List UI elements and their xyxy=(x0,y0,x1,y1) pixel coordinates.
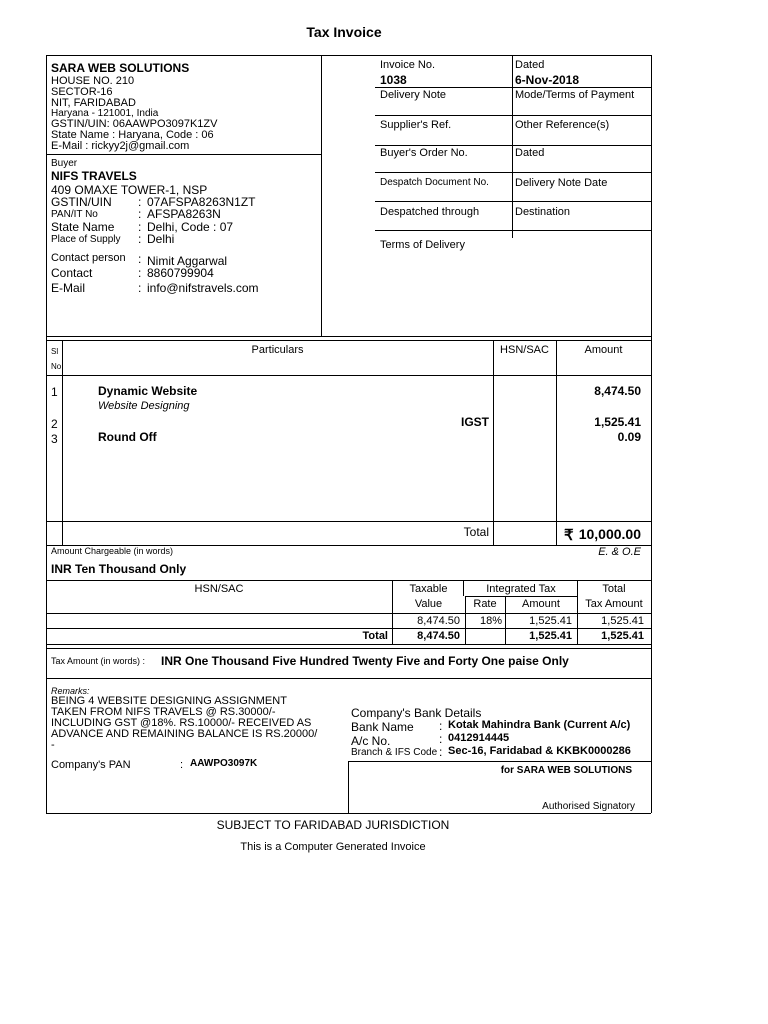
sl-header: Sl xyxy=(51,347,59,356)
tax-integrated-header: Integrated Tax xyxy=(486,583,556,595)
seller-address-line: Haryana - 121001, India xyxy=(51,108,159,119)
tax-row-rate: 18% xyxy=(479,615,502,627)
remarks-line: TAKEN FROM NIFS TRAVELS @ RS.30000/- xyxy=(51,706,276,718)
buyer-row-label: Contact person xyxy=(51,252,126,264)
tax-value-header: Value xyxy=(414,598,443,610)
tax-taxable-header: Taxable xyxy=(409,583,448,595)
buyer-contact: 8860799904 xyxy=(147,266,214,280)
tax-row-total: 1,525.41 xyxy=(601,615,644,627)
buyer-row-label: E-Mail xyxy=(51,281,86,295)
sl-header-no: No. xyxy=(51,362,64,371)
buyer-row-label: Place of Supply xyxy=(51,234,121,245)
currency-symbol: ₹ xyxy=(564,527,574,544)
buyer-gstin: 07AFSPA8263N1ZT xyxy=(147,195,256,209)
buyer-row-label: GSTIN/UIN xyxy=(51,195,112,209)
particulars-header: Particulars xyxy=(251,344,304,356)
tax-total-amount-header: Tax Amount xyxy=(585,598,643,610)
remarks-line: ADVANCE AND REMAINING BALANCE IS RS.20000/ xyxy=(51,728,318,740)
buyer-place: Delhi xyxy=(147,232,175,246)
eoe-label: E. & O.E xyxy=(598,546,641,558)
tax-row-taxable: 8,474.50 xyxy=(417,615,460,627)
seller-state: State Name : Haryana, Code : 06 xyxy=(51,129,214,141)
bank-row-colon: : xyxy=(439,719,443,733)
buyer-row-colon: : xyxy=(138,281,142,295)
tax-total-taxable: 8,474.50 xyxy=(417,630,460,642)
bank-row-colon: : xyxy=(439,732,443,746)
invoice-no: 1038 xyxy=(380,73,407,87)
signatory-for: for SARA WEB SOLUTIONS xyxy=(500,765,632,776)
despatched-through-label: Despatched through xyxy=(380,206,480,218)
buyer-row-label: Contact xyxy=(51,266,93,280)
seller-address-line: HOUSE NO. 210 xyxy=(51,75,135,87)
hsn-header: HSN/SAC xyxy=(500,344,549,356)
suppliers-ref-label: Supplier's Ref. xyxy=(380,119,452,131)
destination-label: Destination xyxy=(515,206,571,218)
bank-row-colon: : xyxy=(439,745,443,759)
item-sl: 3 xyxy=(51,432,58,446)
mode-terms-label: Mode/Terms of Payment xyxy=(515,89,635,101)
amount-header: Amount xyxy=(584,344,623,356)
page-title: Tax Invoice xyxy=(306,24,382,40)
item-sl: 1 xyxy=(51,385,58,399)
remarks-label: Remarks: xyxy=(51,686,90,696)
terms-delivery-label: Terms of Delivery xyxy=(380,239,465,251)
dated-label: Dated xyxy=(515,59,545,71)
buyers-order-label: Buyer's Order No. xyxy=(380,147,468,159)
total-amount: 10,000.00 xyxy=(578,526,641,542)
jurisdiction: SUBJECT TO FARIDABAD JURISDICTION xyxy=(216,818,450,832)
buyer-row-colon: : xyxy=(138,207,142,221)
buyer-pan: AFSPA8263N xyxy=(147,207,221,221)
tax-total-header: Total xyxy=(602,583,626,595)
item-name: Dynamic Website xyxy=(98,384,198,398)
buyer-name: NIFS TRAVELS xyxy=(51,169,137,183)
bank-branch-ifs: Sec-16, Faridabad & KKBK0000286 xyxy=(448,745,631,757)
item-amount: 0.09 xyxy=(617,430,641,444)
buyer-row-label: State Name xyxy=(51,220,115,234)
remarks-line: BEING 4 WEBSITE DESIGNING ASSIGNMENT xyxy=(51,695,287,707)
pan-label: Company's PAN xyxy=(51,759,131,771)
amount-in-words: INR Ten Thousand Only xyxy=(51,562,187,576)
bank-row-label: Bank Name xyxy=(351,720,414,734)
tax-amount-header: Amount xyxy=(522,598,560,610)
item-name: Round Off xyxy=(98,430,157,444)
dated2-label: Dated xyxy=(515,147,545,159)
item-desc: Website Designing xyxy=(98,400,190,412)
despatch-doc-label: Despatch Document No. xyxy=(380,177,489,188)
remarks-line: - xyxy=(51,739,55,751)
bank-row-label: A/c No. xyxy=(351,734,391,748)
tax-total-label: Total xyxy=(362,630,388,642)
tax-rate-header: Rate xyxy=(473,598,497,610)
item-name: IGST xyxy=(460,415,489,429)
buyer-row-colon: : xyxy=(138,220,142,234)
seller-address-line: SECTOR-16 xyxy=(51,86,113,98)
buyer-address: 409 OMAXE TOWER-1, NSP xyxy=(51,183,208,197)
buyer-contact-person: Nimit Aggarwal xyxy=(147,254,228,268)
pan-value: AAWPO3097K xyxy=(190,758,258,769)
seller-name: SARA WEB SOLUTIONS xyxy=(51,61,190,75)
tax-words-label: Tax Amount (in words) : xyxy=(51,656,146,666)
item-sl: 2 xyxy=(51,417,58,431)
tax-amount-in-words: INR One Thousand Five Hundred Twenty Five and Forty One paise Only xyxy=(161,654,569,668)
tax-row-amount: 1,525.41 xyxy=(529,615,572,627)
tax-hsn-header: HSN/SAC xyxy=(194,583,244,595)
computer-generated-note: This is a Computer Generated Invoice xyxy=(240,841,426,853)
buyer-state: Delhi, Code : 07 xyxy=(147,220,234,234)
invoice-no-label: Invoice No. xyxy=(380,59,436,71)
seller-gstin: GSTIN/UIN: 06AAWPO3097K1ZV xyxy=(51,118,218,130)
bank-name: Kotak Mahindra Bank (Current A/c) xyxy=(448,719,631,731)
tax-total-total: 1,525.41 xyxy=(601,630,644,642)
bank-row-label: Branch & IFS Code xyxy=(351,747,438,758)
buyer-label: Buyer xyxy=(51,158,78,169)
buyer-row-colon: : xyxy=(138,252,142,266)
tax-total-amount: 1,525.41 xyxy=(529,630,572,642)
seller-address-line: NIT, FARIDABAD xyxy=(51,97,136,109)
delivery-note-date-label: Delivery Note Date xyxy=(515,177,608,189)
invoice-date: 6-Nov-2018 xyxy=(515,73,580,87)
total-label: Total xyxy=(463,525,489,539)
buyer-row-label: PAN/IT No xyxy=(51,209,98,220)
authorised-signatory: Authorised Signatory xyxy=(542,801,635,812)
pan-colon: : xyxy=(180,759,184,771)
buyer-email: info@nifstravels.com xyxy=(147,281,259,295)
words-label: Amount Chargeable (in words) xyxy=(51,546,174,556)
item-amount: 1,525.41 xyxy=(594,415,641,429)
item-amount: 8,474.50 xyxy=(594,384,641,398)
buyer-row-colon: : xyxy=(138,266,142,280)
bank-title: Company's Bank Details xyxy=(351,706,482,720)
buyer-row-colon: : xyxy=(138,195,142,209)
seller-email: E-Mail : rickyy2j@gmail.com xyxy=(51,140,190,152)
bank-account: 0412914445 xyxy=(448,732,510,744)
buyer-row-colon: : xyxy=(138,232,142,246)
remarks-line: INCLUDING GST @18%. RS.10000/- RECEIVED AS xyxy=(51,717,312,729)
other-ref-label: Other Reference(s) xyxy=(515,119,610,131)
delivery-note-label: Delivery Note xyxy=(380,89,447,101)
